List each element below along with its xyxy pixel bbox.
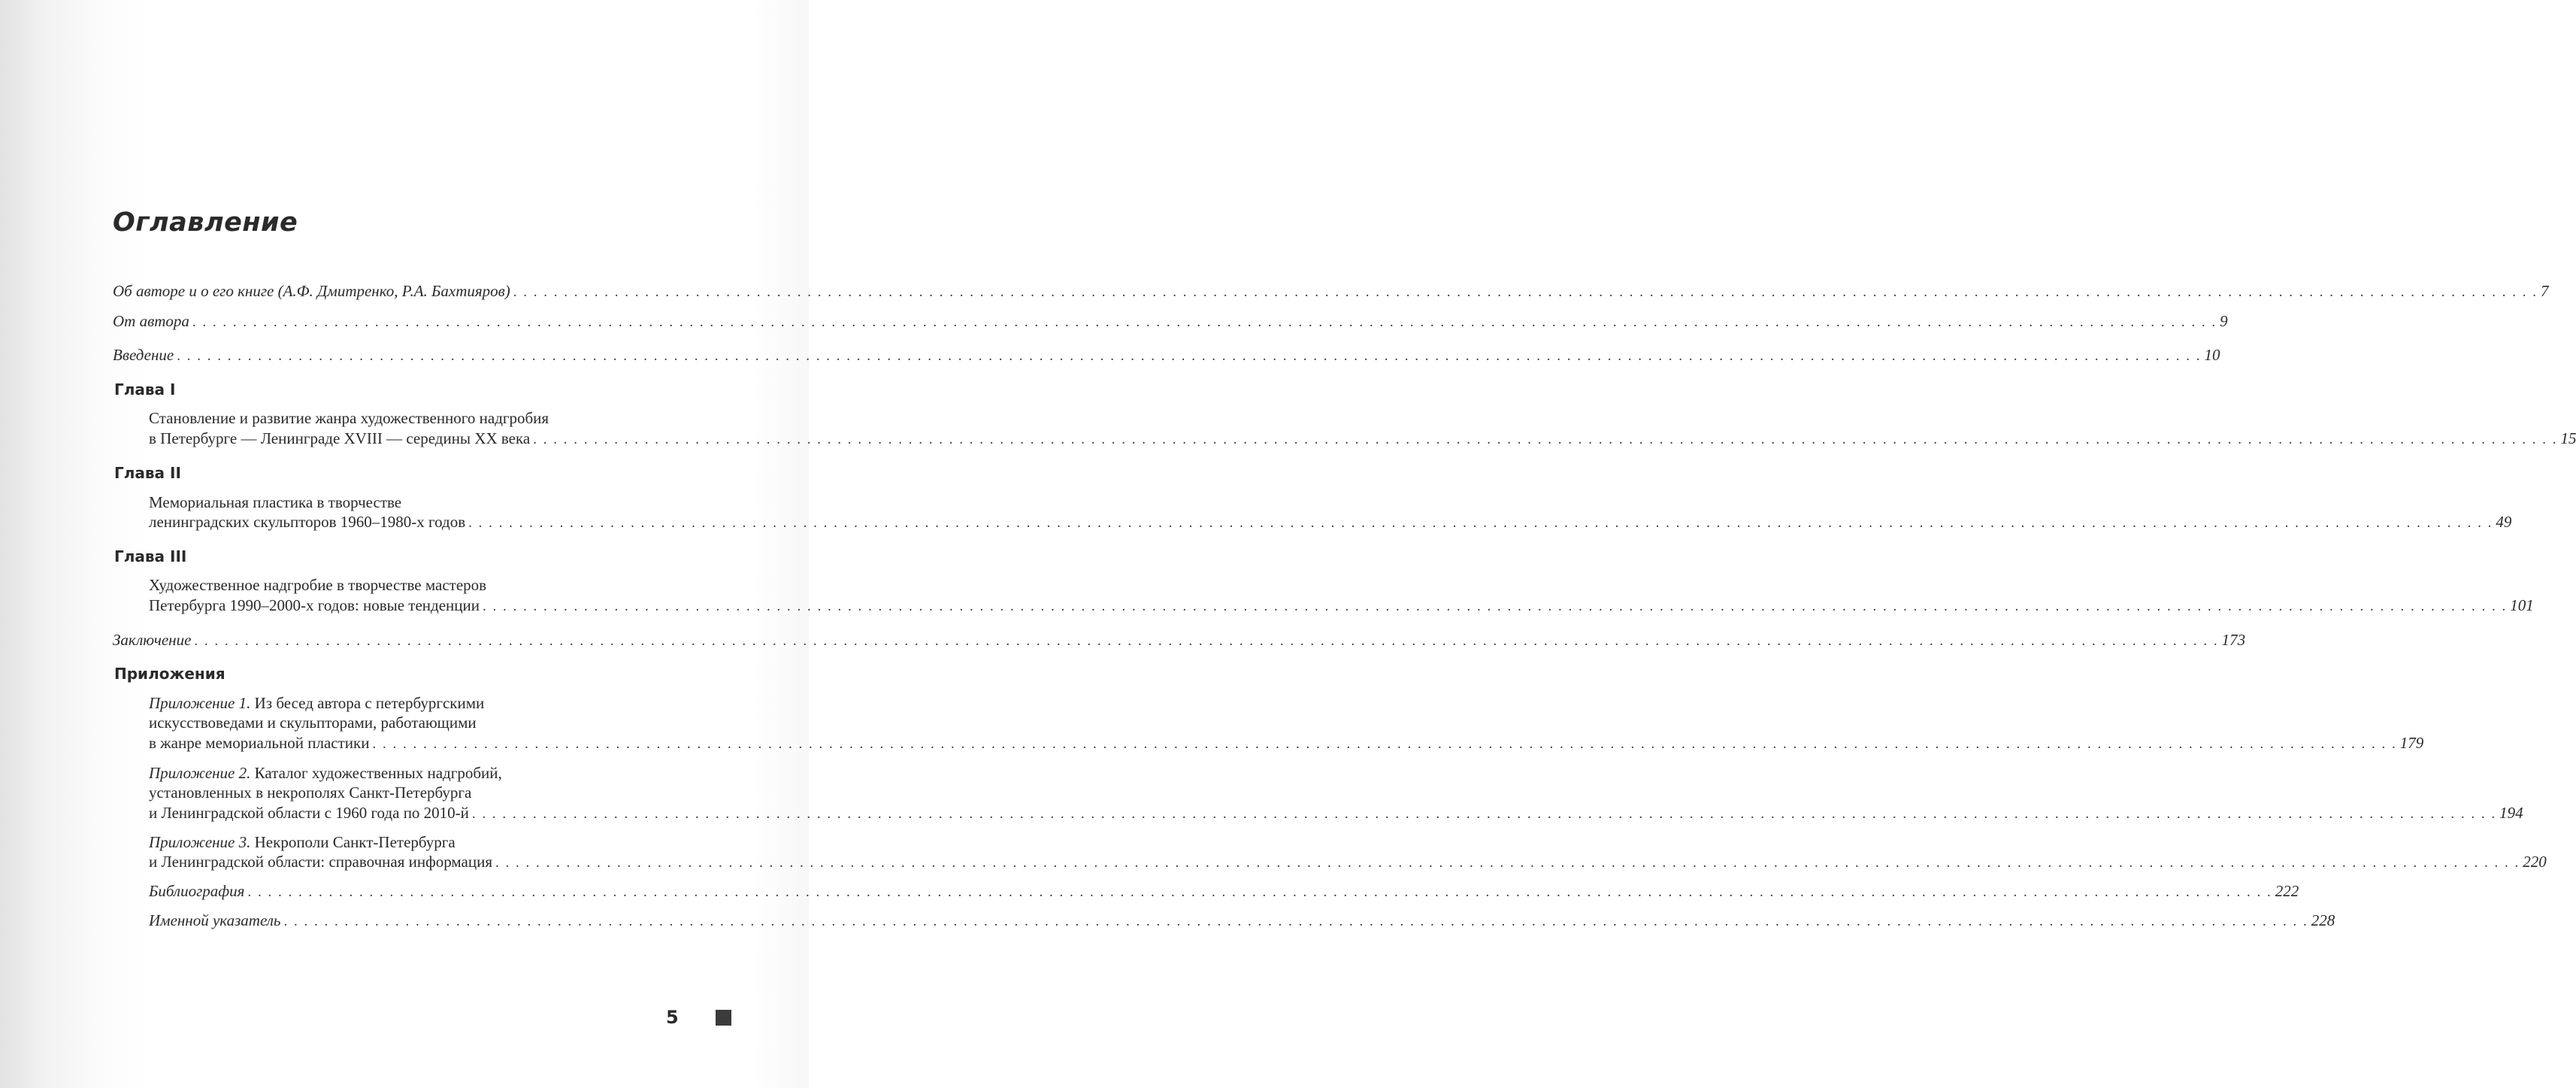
entry-page: 222 <box>2275 882 2299 900</box>
dot-leader: . . . . . . . . . . . . . . . . . . . . . . . . . . . . . . . . . . . . . . . . . . . . . . . . . . . . . . . . . . . . . . . . . . . . . . . . . . . . . . . . . . . . . . . . . . . . . . . . . . . . . . . . . . . . . . . . . . . . . . . . . . . . . . . . . . . . . . . . . . . . . . . . . . . . . . . . . . . . . . . . . . . . . . . . . . . . . . . . . . . . . . . . . . . . . . . . . . . . . . . . <box>495 855 2520 871</box>
chapter-heading-2: Глава II <box>114 464 181 482</box>
entry-label: Заключение <box>113 631 192 649</box>
entry-page: 194 <box>2499 804 2523 822</box>
entry-page: 9 <box>2220 312 2228 330</box>
appendix-prefix: Приложение 3. <box>149 833 251 851</box>
chapter-title-line: Мемориальная пластика в творчестве <box>149 493 402 511</box>
entry-label: Введение <box>113 346 174 364</box>
entry-label: в Петербурге — Ленинграде XVIII — середины XX века <box>149 429 531 447</box>
chapter-heading-3: Глава III <box>114 547 187 565</box>
entry-label: Петербурга 1990–2000-х годов: новые тенденции <box>149 596 480 614</box>
toc-entry-from-author <box>113 311 2228 332</box>
entry-page: 179 <box>2399 734 2424 752</box>
dot-leader: . . . . . . . . . . . . . . . . . . . . . . . . . . . . . . . . . . . . . . . . . . . . . . . . . . . . . . . . . . . . . . . . . . . . . . . . . . . . . . . . . . . . . . . . . . . . . . . . . . . . . . . . . . . . . . . . . . . . . . . . . . . . . . . . . . . . . . . . . . . . . . . . . . . . . . . . . . . . . . . . . . . . . . . . . . . . . . . . . . . . . . . . . . . . . . . . . . . . . . . . <box>247 884 2272 900</box>
appendix-2-line-2: установленных в некрополях Санкт-Петербурга <box>149 783 472 802</box>
entry-label: От автора <box>113 312 189 330</box>
toc-entry-appendix-2 <box>149 803 2523 824</box>
dot-leader: . . . . . . . . . . . . . . . . . . . . . . . . . . . . . . . . . . . . . . . . . . . . . . . . . . . . . . . . . . . . . . . . . . . . . . . . . . . . . . . . . . . . . . . . . . . . . . . . . . . . . . . . . . . . . . . . . . . . . . . . . . . . . . . . . . . . . . . . . . . . . . . . . . . . . . . . . . . . . . . . . . . . . . . . . . . . . . . . . . . . . . . . . . . . . . . . . . . . . . . . <box>483 599 2508 614</box>
entry-page: 173 <box>2221 631 2246 649</box>
dot-leader: . . . . . . . . . . . . . . . . . . . . . . . . . . . . . . . . . . . . . . . . . . . . . . . . . . . . . . . . . . . . . . . . . . . . . . . . . . . . . . . . . . . . . . . . . . . . . . . . . . . . . . . . . . . . . . . . . . . . . . . . . . . . . . . . . . . . . . . . . . . . . . . . . . . . . . . . . . . . . . . . . . . . . . . . . . . . . . . . . . . . . . . . . . . . . . . . . . . . . . . . <box>372 736 2397 752</box>
toc-entry-appendix-1 <box>149 733 2424 754</box>
chapter-title-line: Становление и развитие жанра художественного надгробия <box>149 409 549 427</box>
entry-page: 15 <box>2560 429 2576 447</box>
toc-entry-name-index <box>149 911 2335 932</box>
chapter-title-line: Художественное надгробие в творчестве мастеров <box>149 576 487 594</box>
toc-entry-conclusion <box>113 630 2246 651</box>
dot-leader: . . . . . . . . . . . . . . . . . . . . . . . . . . . . . . . . . . . . . . . . . . . . . . . . . . . . . . . . . . . . . . . . . . . . . . . . . . . . . . . . . . . . . . . . . . . . . . . . . . . . . . . . . . . . . . . . . . . . . . . . . . . . . . . . . . . . . . . . . . . . . . . . . . . . . . . . . . . . . . . . . . . . . . . . . . . . . . . . . . . . . . . . . . . . . . . . . . . . . . . . <box>513 284 2538 300</box>
page-number: 5 <box>666 1007 679 1028</box>
appendix-prefix: Приложение 1. <box>149 694 251 712</box>
entry-page: 49 <box>2496 513 2512 531</box>
toc-entry-chapter-3 <box>149 596 2534 617</box>
dot-leader: . . . . . . . . . . . . . . . . . . . . . . . . . . . . . . . . . . . . . . . . . . . . . . . . . . . . . . . . . . . . . . . . . . . . . . . . . . . . . . . . . . . . . . . . . . . . . . . . . . . . . . . . . . . . . . . . . . . . . . . . . . . . . . . . . . . . . . . . . . . . . . . . . . . . . . . . . . . . . . . . . . . . . . . . . . . . . . . . . . . . . . . . . . . . . . . . . . . . . . . . <box>468 515 2493 531</box>
entry-page: 220 <box>2523 853 2547 871</box>
appendix-2-line-1 <box>149 763 502 783</box>
toc-title: Оглавление <box>113 208 298 238</box>
toc-entry-intro <box>113 345 2220 366</box>
entry-label: Библиография <box>149 882 245 900</box>
entry-page: 10 <box>2204 346 2220 364</box>
appendix-1-line-1 <box>149 693 484 713</box>
entry-page: 228 <box>2311 911 2335 929</box>
toc-entry-chapter-2 <box>149 512 2512 533</box>
toc-entry-appendix-3 <box>149 852 2547 873</box>
page-marker-square <box>716 1010 731 1026</box>
chapter-heading-1: Глава I <box>114 380 176 399</box>
entry-page: 7 <box>2541 282 2549 300</box>
dot-leader: . . . . . . . . . . . . . . . . . . . . . . . . . . . . . . . . . . . . . . . . . . . . . . . . . . . . . . . . . . . . . . . . . . . . . . . . . . . . . . . . . . . . . . . . . . . . . . . . . . . . . . . . . . . . . . . . . . . . . . . . . . . . . . . . . . . . . . . . . . . . . . . . . . . . . . . . . . . . . . . . . . . . . . . . . . . . . . . . . . . . . . . . . . . . . . . . . . . . . . . . <box>177 348 2202 364</box>
entry-label: ленинградских скульпторов 1960–1980-х годов <box>149 513 466 531</box>
dot-leader: . . . . . . . . . . . . . . . . . . . . . . . . . . . . . . . . . . . . . . . . . . . . . . . . . . . . . . . . . . . . . . . . . . . . . . . . . . . . . . . . . . . . . . . . . . . . . . . . . . . . . . . . . . . . . . . . . . . . . . . . . . . . . . . . . . . . . . . . . . . . . . . . . . . . . . . . . . . . . . . . . . . . . . . . . . . . . . . . . . . . . . . . . . . . . . . . . . . . . . . . <box>533 432 2558 447</box>
entry-label: и Ленинградской области с 1960 года по 2010-й <box>149 804 469 822</box>
dot-leader: . . . . . . . . . . . . . . . . . . . . . . . . . . . . . . . . . . . . . . . . . . . . . . . . . . . . . . . . . . . . . . . . . . . . . . . . . . . . . . . . . . . . . . . . . . . . . . . . . . . . . . . . . . . . . . . . . . . . . . . . . . . . . . . . . . . . . . . . . . . . . . . . . . . . . . . . . . . . . . . . . . . . . . . . . . . . . . . . . . . . . . . . . . . . . . . . . . . . . . . . <box>283 914 2308 929</box>
appendix-1-line-2: искусствоведами и скульпторами, работающими <box>149 714 477 732</box>
toc-entry-about <box>113 281 2549 302</box>
toc-entry-bibliography <box>149 881 2299 902</box>
appendix-title: Каталог художественных надгробий, <box>250 764 502 782</box>
appendix-prefix: Приложение 2. <box>149 764 251 782</box>
entry-label: Об авторе и о его книге (А.Ф. Дмитренко, Р.А. Бахтияров) <box>113 282 510 300</box>
dot-leader: . . . . . . . . . . . . . . . . . . . . . . . . . . . . . . . . . . . . . . . . . . . . . . . . . . . . . . . . . . . . . . . . . . . . . . . . . . . . . . . . . . . . . . . . . . . . . . . . . . . . . . . . . . . . . . . . . . . . . . . . . . . . . . . . . . . . . . . . . . . . . . . . . . . . . . . . . . . . . . . . . . . . . . . . . . . . . . . . . . . . . . . . . . . . . . . . . . . . . . . . <box>471 806 2497 822</box>
entry-page: 101 <box>2510 596 2534 614</box>
appendix-title: Из бесед автора с петербургскими <box>250 694 485 712</box>
toc-entry-chapter-1 <box>149 429 2576 450</box>
dot-leader: . . . . . . . . . . . . . . . . . . . . . . . . . . . . . . . . . . . . . . . . . . . . . . . . . . . . . . . . . . . . . . . . . . . . . . . . . . . . . . . . . . . . . . . . . . . . . . . . . . . . . . . . . . . . . . . . . . . . . . . . . . . . . . . . . . . . . . . . . . . . . . . . . . . . . . . . . . . . . . . . . . . . . . . . . . . . . . . . . . . . . . . . . . . . . . . . . . . . . . . . <box>192 314 2217 330</box>
entry-label: и Ленинградской области: справочная информация <box>149 853 492 871</box>
entry-label: в жанре мемориальной пластики <box>149 734 370 752</box>
appendix-title: Некрополи Санкт-Петербурга <box>250 833 456 851</box>
dot-leader: . . . . . . . . . . . . . . . . . . . . . . . . . . . . . . . . . . . . . . . . . . . . . . . . . . . . . . . . . . . . . . . . . . . . . . . . . . . . . . . . . . . . . . . . . . . . . . . . . . . . . . . . . . . . . . . . . . . . . . . . . . . . . . . . . . . . . . . . . . . . . . . . . . . . . . . . . . . . . . . . . . . . . . . . . . . . . . . . . . . . . . . . . . . . . . . . . . . . . . . . <box>194 633 2219 649</box>
entry-label: Именной указатель <box>149 911 281 929</box>
appendices-heading: Приложения <box>114 665 226 683</box>
appendix-3-line-1 <box>149 832 456 852</box>
